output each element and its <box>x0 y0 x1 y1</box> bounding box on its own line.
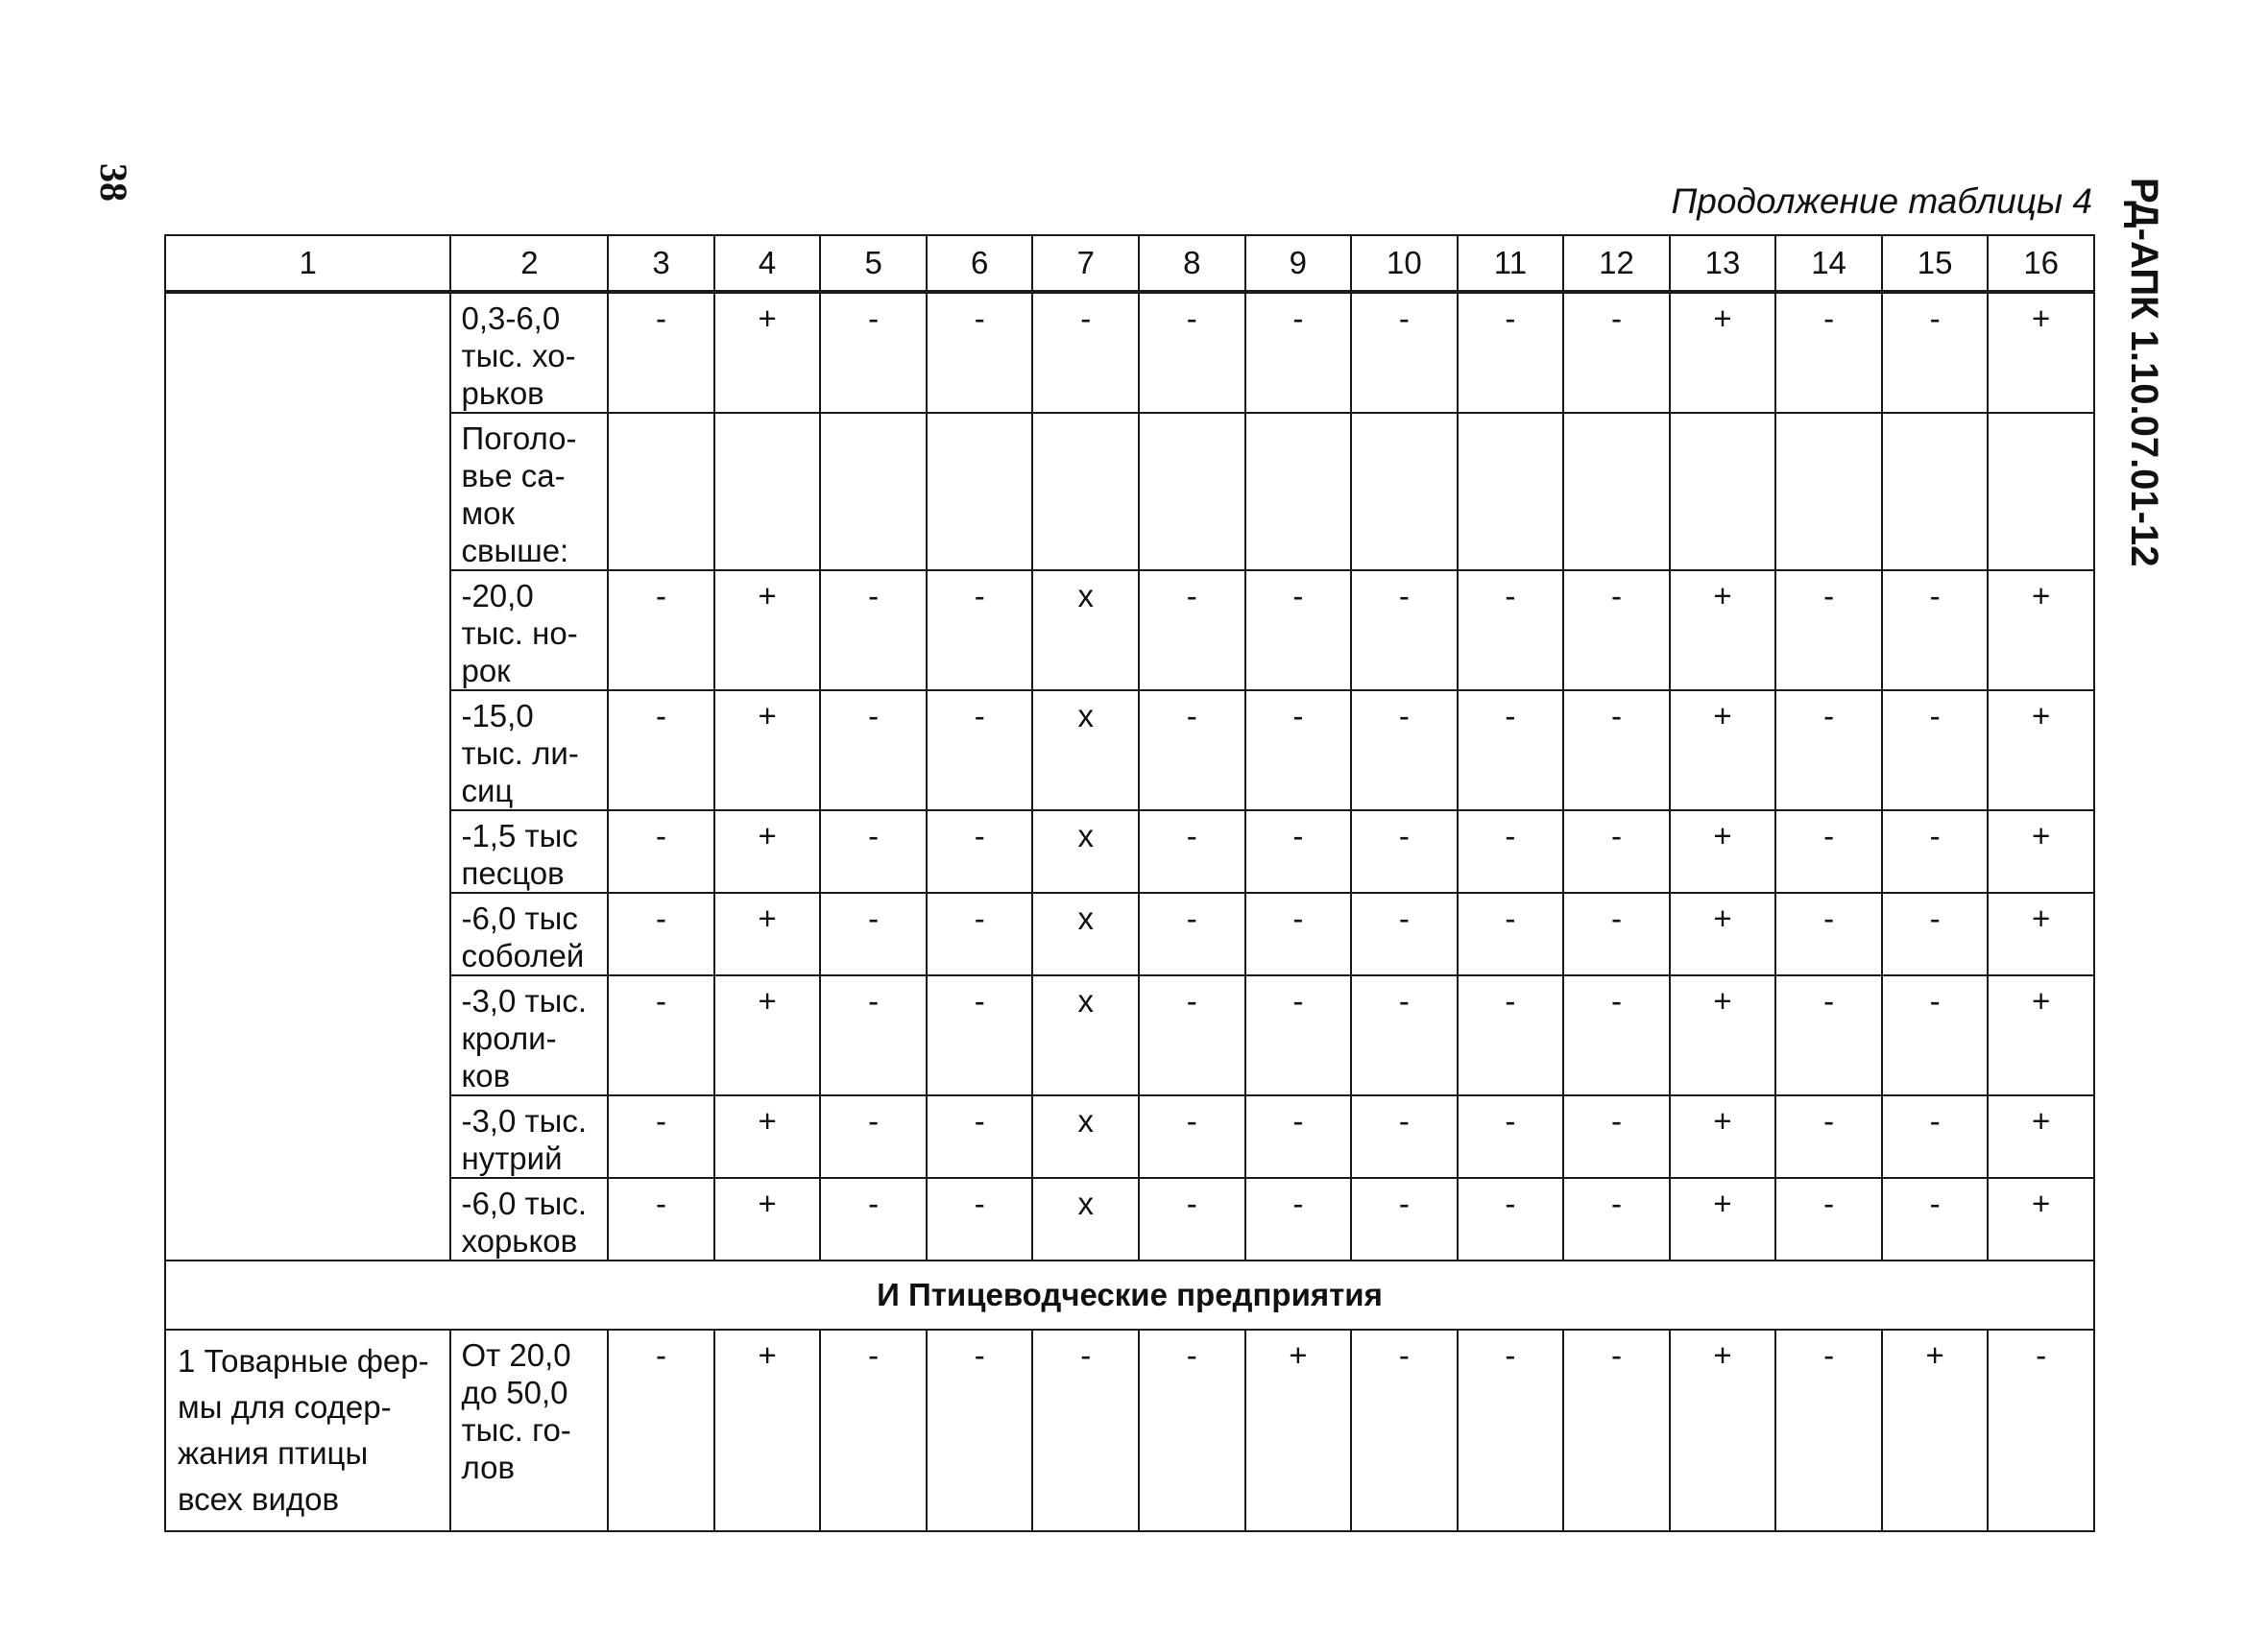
mark-cell: - <box>1563 1178 1670 1261</box>
row-label <box>450 292 608 413</box>
label-line: 0,3-6,0 <box>461 300 561 336</box>
mark-cell: + <box>1988 292 2094 413</box>
mark-cell: - <box>1775 1178 1882 1261</box>
table-header-row <box>165 235 2094 292</box>
label-line: -3,0 тыс. <box>461 983 588 1019</box>
mark-cell: - <box>1775 1330 1882 1531</box>
mark-cell <box>608 413 714 570</box>
column-header: 11 <box>1458 235 1564 292</box>
mark-cell: + <box>1988 690 2094 810</box>
mark-cell: - <box>608 810 714 893</box>
mark-cell: - <box>820 893 927 975</box>
mark-cell: - <box>820 1178 927 1261</box>
mark-cell: x <box>1032 810 1139 893</box>
mark-cell: - <box>1245 690 1352 810</box>
column-header: 15 <box>1882 235 1989 292</box>
mark-cell: + <box>1670 1095 1776 1178</box>
mark-cell: - <box>1458 1095 1564 1178</box>
category-cell <box>165 292 450 1261</box>
label-line: -15,0 <box>461 698 534 733</box>
mark-cell: - <box>927 1178 1033 1261</box>
mark-cell: - <box>1882 893 1989 975</box>
mark-cell: - <box>1775 810 1882 893</box>
mark-cell: + <box>1670 690 1776 810</box>
mark-cell: - <box>927 690 1033 810</box>
mark-cell: - <box>1458 1330 1564 1531</box>
mark-cell: - <box>927 570 1033 690</box>
mark-cell: - <box>1139 1095 1245 1178</box>
table-row <box>165 810 2094 893</box>
section-row <box>165 1261 2094 1330</box>
table-row <box>165 1330 2094 1531</box>
mark-cell <box>1988 413 2094 570</box>
mark-cell: + <box>714 893 821 975</box>
mark-cell: - <box>1351 1178 1458 1261</box>
mark-cell: - <box>1458 810 1564 893</box>
mark-cell: + <box>714 1330 821 1531</box>
mark-cell: + <box>1670 570 1776 690</box>
mark-cell: - <box>927 893 1033 975</box>
mark-cell: - <box>820 1095 927 1178</box>
label-line: От 20,0 <box>461 1337 571 1373</box>
column-header: 8 <box>1139 235 1245 292</box>
mark-cell: + <box>1988 975 2094 1095</box>
mark-cell <box>820 413 927 570</box>
mark-cell <box>1351 413 1458 570</box>
mark-cell: x <box>1032 570 1139 690</box>
page-number: 38 <box>92 163 135 202</box>
mark-cell: - <box>1245 975 1352 1095</box>
label-line: тыс. но- <box>461 615 578 651</box>
mark-cell: - <box>1988 1330 2094 1531</box>
mark-cell <box>714 413 821 570</box>
mark-cell <box>1775 413 1882 570</box>
column-header: 4 <box>714 235 821 292</box>
label-line: тыс. хо- <box>461 338 576 373</box>
table-row <box>165 1095 2094 1178</box>
row-label <box>450 810 608 893</box>
mark-cell: - <box>820 690 927 810</box>
mark-cell: - <box>1882 975 1989 1095</box>
row-label <box>450 570 608 690</box>
mark-cell: - <box>1351 893 1458 975</box>
mark-cell: + <box>1670 975 1776 1095</box>
column-header: 14 <box>1775 235 1882 292</box>
mark-cell: - <box>1563 570 1670 690</box>
mark-cell: - <box>608 1330 714 1531</box>
mark-cell: - <box>927 975 1033 1095</box>
mark-cell: + <box>1882 1330 1989 1531</box>
mark-cell: + <box>1988 893 2094 975</box>
mark-cell: + <box>714 292 821 413</box>
label-line: вье са- <box>461 458 566 493</box>
mark-cell: + <box>714 1095 821 1178</box>
mark-cell: - <box>1458 975 1564 1095</box>
mark-cell: - <box>1882 810 1989 893</box>
label-line: ков <box>461 1058 511 1093</box>
document-code: РД-АПК 1.10.07.01-12 <box>2123 178 2165 567</box>
mark-cell: - <box>1563 810 1670 893</box>
mark-cell <box>1032 413 1139 570</box>
mark-cell: x <box>1032 975 1139 1095</box>
mark-cell: + <box>1670 1330 1776 1531</box>
mark-cell <box>1245 413 1352 570</box>
label-line: сиц <box>461 773 514 808</box>
mark-cell: + <box>1988 570 2094 690</box>
mark-cell: - <box>1245 1178 1352 1261</box>
mark-cell: - <box>1351 1330 1458 1531</box>
mark-cell: + <box>714 1178 821 1261</box>
row-label <box>450 413 608 570</box>
mark-cell: - <box>1882 292 1989 413</box>
row-label <box>450 1330 608 1531</box>
mark-cell: - <box>1351 1095 1458 1178</box>
mark-cell: - <box>1882 690 1989 810</box>
column-header: 3 <box>608 235 714 292</box>
mark-cell: x <box>1032 1095 1139 1178</box>
mark-cell: - <box>1882 1178 1989 1261</box>
mark-cell: - <box>1563 1330 1670 1531</box>
mark-cell: - <box>1458 893 1564 975</box>
label-line: кроли- <box>461 1021 557 1056</box>
mark-cell: - <box>1775 975 1882 1095</box>
mark-cell: - <box>927 1095 1033 1178</box>
table-continuation-label: Продолжение таблицы 4 <box>1671 181 2092 221</box>
mark-cell <box>1670 413 1776 570</box>
mark-cell: - <box>1882 570 1989 690</box>
mark-cell: - <box>820 1330 927 1531</box>
label-line: песцов <box>461 855 565 891</box>
mark-cell: + <box>1988 810 2094 893</box>
mark-cell: + <box>714 975 821 1095</box>
mark-cell: - <box>1351 292 1458 413</box>
label-line: -6,0 тыс. <box>461 1186 588 1221</box>
mark-cell: - <box>1563 292 1670 413</box>
mark-cell: - <box>1563 1095 1670 1178</box>
mark-cell <box>927 413 1033 570</box>
column-header: 12 <box>1563 235 1670 292</box>
mark-cell: - <box>820 810 927 893</box>
mark-cell: - <box>608 570 714 690</box>
table-row <box>165 893 2094 975</box>
mark-cell: - <box>1245 292 1352 413</box>
mark-cell: - <box>1245 893 1352 975</box>
mark-cell: - <box>1139 292 1245 413</box>
mark-cell: - <box>1032 292 1139 413</box>
mark-cell: - <box>1458 570 1564 690</box>
label-line: Поголо- <box>461 420 577 456</box>
mark-cell: - <box>1139 810 1245 893</box>
row-label <box>450 893 608 975</box>
label-line: мок <box>461 495 515 531</box>
mark-cell: - <box>1245 1095 1352 1178</box>
mark-cell: - <box>927 810 1033 893</box>
mark-cell: - <box>1139 570 1245 690</box>
table-row <box>165 1178 2094 1261</box>
mark-cell: - <box>1775 1095 1882 1178</box>
mark-cell: + <box>1670 893 1776 975</box>
mark-cell <box>1563 413 1670 570</box>
mark-cell: - <box>1458 690 1564 810</box>
label-line: -6,0 тыс <box>461 901 578 936</box>
mark-cell: + <box>1988 1178 2094 1261</box>
mark-cell: - <box>1351 810 1458 893</box>
column-header: 13 <box>1670 235 1776 292</box>
mark-cell: - <box>1563 975 1670 1095</box>
table-row <box>165 975 2094 1095</box>
label-line: до 50,0 <box>461 1375 568 1410</box>
mark-cell: - <box>1775 893 1882 975</box>
mark-cell: - <box>608 975 714 1095</box>
mark-cell <box>1882 413 1989 570</box>
table-row <box>165 413 2094 570</box>
mark-cell: - <box>1245 570 1352 690</box>
label-line: жания птицы <box>178 1435 369 1471</box>
label-line: рьков <box>461 375 544 411</box>
column-header: 10 <box>1351 235 1458 292</box>
section-title: И Птицеводческие предприятия <box>165 1261 2094 1330</box>
row-label <box>450 690 608 810</box>
mark-cell <box>1458 413 1564 570</box>
mark-cell: + <box>714 690 821 810</box>
column-header: 6 <box>927 235 1033 292</box>
mark-cell: - <box>608 1095 714 1178</box>
mark-cell: - <box>1458 1178 1564 1261</box>
label-line: тыс. ли- <box>461 735 579 771</box>
mark-cell: - <box>1139 1330 1245 1531</box>
mark-cell: + <box>714 810 821 893</box>
mark-cell: - <box>1351 975 1458 1095</box>
mark-cell: - <box>1563 893 1670 975</box>
mark-cell: - <box>1139 690 1245 810</box>
column-header: 2 <box>450 235 608 292</box>
mark-cell: - <box>1245 810 1352 893</box>
label-line: свыше: <box>461 533 569 568</box>
mark-cell: - <box>608 1178 714 1261</box>
column-header: 5 <box>820 235 927 292</box>
label-line: нутрий <box>461 1141 563 1176</box>
column-header: 16 <box>1988 235 2094 292</box>
column-header: 1 <box>165 235 450 292</box>
mark-cell: + <box>1670 1178 1776 1261</box>
label-line: -20,0 <box>461 578 534 613</box>
mark-cell: - <box>1139 975 1245 1095</box>
label-line: всех видов <box>178 1481 340 1517</box>
mark-cell: + <box>1670 292 1776 413</box>
mark-cell: + <box>1988 1095 2094 1178</box>
row-label <box>450 1095 608 1178</box>
mark-cell: - <box>820 292 927 413</box>
label-line: лов <box>461 1450 515 1485</box>
mark-cell: - <box>1351 570 1458 690</box>
mark-cell: - <box>1775 292 1882 413</box>
mark-cell: x <box>1032 690 1139 810</box>
column-header: 9 <box>1245 235 1352 292</box>
mark-cell: + <box>1670 810 1776 893</box>
column-header: 7 <box>1032 235 1139 292</box>
mark-cell: - <box>608 893 714 975</box>
mark-cell: - <box>608 292 714 413</box>
row-label <box>450 975 608 1095</box>
mark-cell: - <box>1775 690 1882 810</box>
row-label <box>450 1178 608 1261</box>
label-line: соболей <box>461 938 585 973</box>
label-line: тыс. го- <box>461 1412 571 1448</box>
mark-cell: - <box>1563 690 1670 810</box>
label-line: 1 Товарные фер- <box>178 1343 429 1379</box>
mark-cell: - <box>1139 1178 1245 1261</box>
mark-cell: + <box>714 570 821 690</box>
table-row <box>165 292 2094 413</box>
mark-cell: - <box>1458 292 1564 413</box>
label-line: -1,5 тыс <box>461 818 578 853</box>
mark-cell: - <box>1351 690 1458 810</box>
table-row <box>165 570 2094 690</box>
label-line: -3,0 тыс. <box>461 1103 588 1139</box>
label-line: рок <box>461 653 511 688</box>
mark-cell: - <box>927 292 1033 413</box>
mark-cell: x <box>1032 1178 1139 1261</box>
mark-cell: + <box>1245 1330 1352 1531</box>
category-cell <box>165 1330 450 1531</box>
table-row <box>165 690 2094 810</box>
mark-cell: - <box>1139 893 1245 975</box>
mark-cell: - <box>820 975 927 1095</box>
mark-cell: - <box>820 570 927 690</box>
mark-cell: x <box>1032 893 1139 975</box>
mark-cell: - <box>1882 1095 1989 1178</box>
label-line: мы для содер- <box>178 1389 392 1425</box>
mark-cell: - <box>608 690 714 810</box>
label-line: хорьков <box>461 1223 578 1259</box>
requirements-table <box>164 234 2095 1532</box>
mark-cell: - <box>927 1330 1033 1531</box>
mark-cell: - <box>1032 1330 1139 1531</box>
mark-cell <box>1139 413 1245 570</box>
mark-cell: - <box>1775 570 1882 690</box>
